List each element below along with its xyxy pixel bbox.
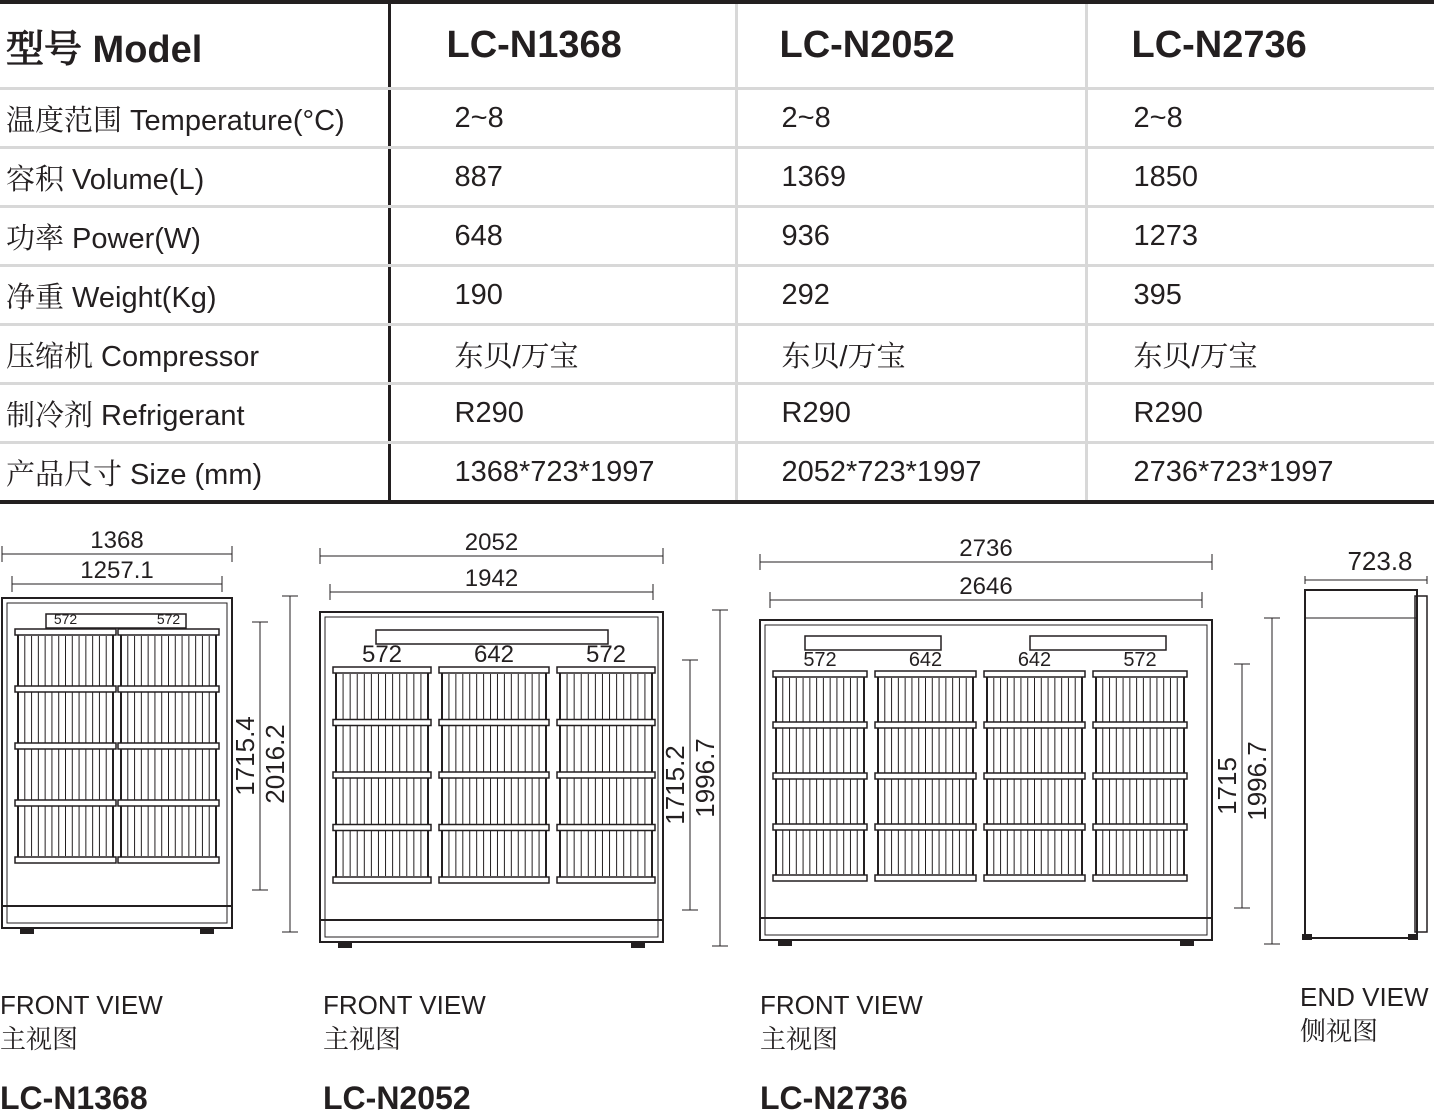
drawing-model-label: LC-N1368 <box>0 1080 148 1116</box>
spec-value: 2~8 <box>736 89 1086 148</box>
cabinet-foot <box>200 928 214 934</box>
spec-value: R290 <box>736 384 1086 443</box>
cabinet-outline <box>2 598 232 928</box>
view-caption-cn: 主视图 <box>0 1024 79 1054</box>
spec-value: 936 <box>736 207 1086 266</box>
dimension-label: 2016.2 <box>260 724 290 804</box>
model-header-label: 型号 Model <box>0 2 389 89</box>
shelf-bar <box>15 686 116 692</box>
door-width-label: 572 <box>803 649 837 671</box>
door-width-label: 572 <box>361 641 403 668</box>
shelf-bar <box>1093 722 1187 728</box>
spec-row-size <box>0 443 1434 503</box>
dimension-label: 1715.4 <box>230 716 260 796</box>
shelf-bar <box>875 824 976 830</box>
shelf-bar <box>333 825 431 831</box>
spec-row-compressor <box>0 325 1434 384</box>
shelf-bar <box>984 671 1085 677</box>
shelf-bar <box>15 800 116 806</box>
model-name: LC-N2736 <box>1086 2 1434 89</box>
shelf-bar <box>773 875 867 881</box>
spec-label: 制冷剂 Refrigerant <box>0 384 389 443</box>
spec-value: 1850 <box>1086 148 1434 207</box>
shelf-bar <box>439 825 549 831</box>
spec-value: 2052*723*1997 <box>736 443 1086 503</box>
dimension-label: 1996.7 <box>690 738 720 818</box>
shelf-bar <box>1093 824 1187 830</box>
shelf-bar <box>439 877 549 883</box>
view-caption-en: FRONT VIEW <box>0 990 163 1020</box>
shelf-bar <box>875 773 976 779</box>
spec-row-volume <box>0 148 1434 207</box>
shelf-bar <box>875 722 976 728</box>
door-width-label: 642 <box>1017 649 1052 671</box>
door-width-label: 572 <box>156 611 181 627</box>
spec-label: 容积 Volume(L) <box>0 148 389 207</box>
shelf-bar <box>118 800 219 806</box>
dimension-label: 1368 <box>90 527 144 554</box>
shelf-bar <box>875 671 976 677</box>
spec-row-refrigerant <box>0 384 1434 443</box>
shelf-bar <box>118 857 219 863</box>
shelf-bar <box>773 824 867 830</box>
dimension-label: 1996.7 <box>1242 741 1272 821</box>
spec-header-row <box>0 2 1434 89</box>
door-width-label: 642 <box>473 641 515 668</box>
shelf-bar <box>118 629 219 635</box>
shelf-bar <box>1093 773 1187 779</box>
shelf-bar <box>557 825 655 831</box>
shelf-bar <box>118 686 219 692</box>
drawing-model-label: LC-N2052 <box>323 1080 471 1116</box>
spec-label: 净重 Weight(Kg) <box>0 266 389 325</box>
spec-value: 2~8 <box>1086 89 1434 148</box>
view-caption-en: END VIEW <box>1300 982 1429 1012</box>
spec-value: 395 <box>1086 266 1434 325</box>
cabinet-foot <box>1302 934 1312 940</box>
technical-drawings <box>0 520 1434 1113</box>
cabinet-foot <box>1180 940 1194 946</box>
dimension-label: 1942 <box>464 565 519 592</box>
dimension-label: 723.8 <box>1347 546 1413 576</box>
shelf-bar <box>333 877 431 883</box>
dimension-label: 2052 <box>464 529 519 556</box>
cabinet-foot <box>631 942 645 948</box>
spec-label: 压缩机 Compressor <box>0 325 389 384</box>
spec-label: 功率 Power(W) <box>0 207 389 266</box>
shelf-bar <box>15 629 116 635</box>
shelf-bar <box>773 671 867 677</box>
view-caption-cn: 主视图 <box>323 1024 402 1054</box>
shelf-bar <box>333 720 431 726</box>
spec-value: 东贝/万宝 <box>389 325 736 384</box>
shelf-bar <box>984 773 1085 779</box>
spec-value: 东贝/万宝 <box>1086 325 1434 384</box>
shelf-bar <box>118 743 219 749</box>
light-bar <box>805 636 941 650</box>
model-name: LC-N1368 <box>389 2 736 89</box>
shelf-bar <box>439 720 549 726</box>
end-view-outline <box>1305 590 1417 938</box>
dimension-label: 2736 <box>959 535 1013 562</box>
shelf-bar <box>333 772 431 778</box>
shelf-bar <box>557 772 655 778</box>
cabinet-inner-outline <box>7 603 227 923</box>
spec-label: 产品尺寸 Size (mm) <box>0 443 389 503</box>
shelf-bar <box>557 720 655 726</box>
spec-row-weight <box>0 266 1434 325</box>
dimension-label: 2646 <box>959 573 1013 600</box>
cabinet-foot <box>778 940 792 946</box>
spec-label: 温度范围 Temperature(°C) <box>0 89 389 148</box>
spec-value: 1368*723*1997 <box>389 443 736 503</box>
spec-value: 2~8 <box>389 89 736 148</box>
cabinet-foot <box>338 942 352 948</box>
cabinet-foot <box>1408 934 1418 940</box>
door-width-label: 572 <box>585 641 627 668</box>
dimension-label: 1257.1 <box>80 557 154 584</box>
spec-table <box>0 0 1434 504</box>
view-caption-cn: 主视图 <box>760 1024 839 1054</box>
spec-row-power <box>0 207 1434 266</box>
view-caption-en: FRONT VIEW <box>760 990 923 1020</box>
spec-value: 292 <box>736 266 1086 325</box>
drawings-section <box>0 520 1434 1116</box>
shelf-bar <box>773 773 867 779</box>
dimension-label: 1715.2 <box>660 745 690 825</box>
dimension-label: 1715 <box>1212 757 1242 815</box>
shelf-bar <box>1093 875 1187 881</box>
spec-value: 东贝/万宝 <box>736 325 1086 384</box>
door-width-label: 572 <box>53 611 78 627</box>
view-caption-cn: 侧视图 <box>1300 1016 1379 1046</box>
shelf-bar <box>984 722 1085 728</box>
spec-value: R290 <box>389 384 736 443</box>
spec-value: 648 <box>389 207 736 266</box>
view-caption-en: FRONT VIEW <box>323 990 486 1020</box>
spec-value: 1369 <box>736 148 1086 207</box>
door-width-label: 572 <box>1123 649 1157 671</box>
shelf-bar <box>773 722 867 728</box>
shelf-bar <box>557 877 655 883</box>
cabinet-foot <box>20 928 34 934</box>
spec-row-temperature <box>0 89 1434 148</box>
shelf-bar <box>15 857 116 863</box>
spec-value: 2736*723*1997 <box>1086 443 1434 503</box>
spec-value: 887 <box>389 148 736 207</box>
spec-value: 1273 <box>1086 207 1434 266</box>
shelf-bar <box>984 824 1085 830</box>
model-name: LC-N2052 <box>736 2 1086 89</box>
drawing-model-label: LC-N2736 <box>760 1080 908 1116</box>
shelf-bar <box>15 743 116 749</box>
spec-value: 190 <box>389 266 736 325</box>
light-bar <box>1030 636 1166 650</box>
door-width-label: 642 <box>908 649 943 671</box>
shelf-bar <box>1093 671 1187 677</box>
spec-value: R290 <box>1086 384 1434 443</box>
shelf-bar <box>984 875 1085 881</box>
shelf-bar <box>875 875 976 881</box>
shelf-bar <box>439 772 549 778</box>
